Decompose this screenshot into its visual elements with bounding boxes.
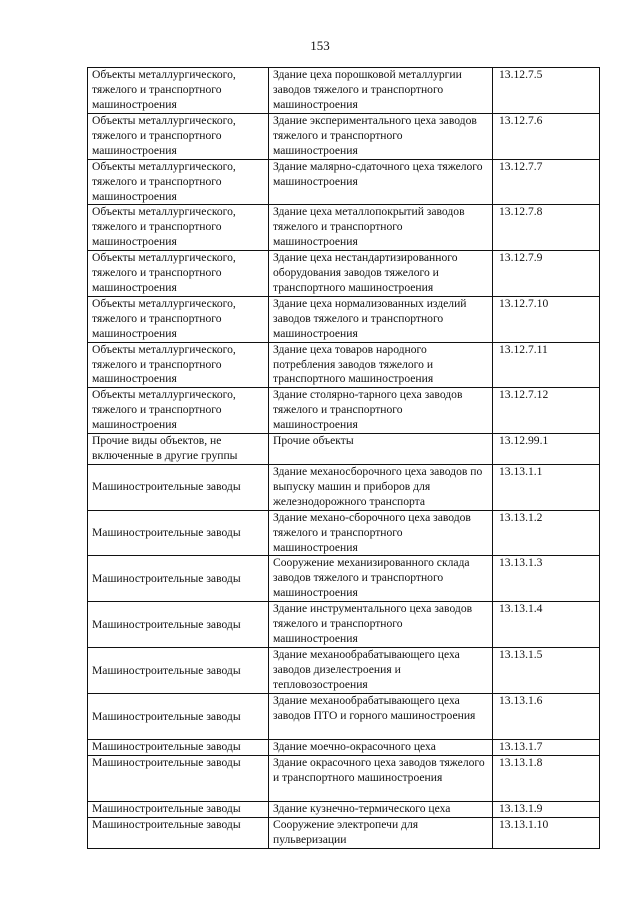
code-cell: 13.13.1.8 (493, 756, 600, 802)
object-cell: Здание цеха порошковой металлургии заводов тяжелого и транспортного машиностроения (269, 68, 493, 114)
object-cell: Здание механообрабатывающего цеха заводов дизелестроения и тепловозостроения (269, 648, 493, 694)
category-cell: Объекты металлургического, тяжелого и транспортного машиностроения (88, 342, 269, 388)
code-cell: 13.13.1.4 (493, 602, 600, 648)
code-cell: 13.13.1.6 (493, 694, 600, 740)
category-cell: Объекты металлургического, тяжелого и транспортного машиностроения (88, 205, 269, 251)
table-row (88, 756, 600, 802)
table-row (88, 205, 600, 251)
table-row (88, 556, 600, 602)
category-cell: Прочие виды объектов, не включенные в другие группы (88, 434, 269, 465)
category-cell: Машиностроительные заводы (88, 694, 269, 740)
category-cell: Машиностроительные заводы (88, 740, 269, 756)
code-cell: 13.13.1.10 (493, 818, 600, 849)
code-cell: 13.12.7.10 (493, 296, 600, 342)
code-cell: 13.12.7.8 (493, 205, 600, 251)
table-row (88, 648, 600, 694)
category-cell: Машиностроительные заводы (88, 602, 269, 648)
object-cell: Здание механосборочного цеха заводов по выпуску машин и приборов для железнодорожного транспорта (269, 465, 493, 511)
category-cell: Объекты металлургического, тяжелого и транспортного машиностроения (88, 251, 269, 297)
object-cell: Сооружение электропечи для пульверизации (269, 818, 493, 849)
table-row (88, 251, 600, 297)
table-row (88, 296, 600, 342)
table-row (88, 68, 600, 114)
table-row (88, 434, 600, 465)
code-cell: 13.13.1.9 (493, 802, 600, 818)
category-cell: Машиностроительные заводы (88, 802, 269, 818)
object-cell: Здание малярно-сдаточного цеха тяжелого машиностроения (269, 159, 493, 205)
category-cell: Машиностроительные заводы (88, 818, 269, 849)
code-cell: 13.13.1.2 (493, 510, 600, 556)
category-cell: Машиностроительные заводы (88, 465, 269, 511)
object-cell: Здание механообрабатывающего цеха заводов ПТО и горного машиностроения (269, 694, 493, 740)
category-cell: Объекты металлургического, тяжелого и транспортного машиностроения (88, 388, 269, 434)
table-row (88, 510, 600, 556)
category-cell: Объекты металлургического, тяжелого и транспортного машиностроения (88, 114, 269, 160)
code-cell: 13.12.7.9 (493, 251, 600, 297)
category-cell: Машиностроительные заводы (88, 510, 269, 556)
code-cell: 13.13.1.7 (493, 740, 600, 756)
table-row (88, 602, 600, 648)
category-cell: Объекты металлургического, тяжелого и транспортного машиностроения (88, 296, 269, 342)
object-cell: Прочие объекты (269, 434, 493, 465)
object-cell: Здание кузнечно-термического цеха (269, 802, 493, 818)
category-cell: Машиностроительные заводы (88, 556, 269, 602)
code-cell: 13.12.7.7 (493, 159, 600, 205)
page-number: 153 (310, 38, 330, 53)
table-row (88, 159, 600, 205)
table-row (88, 114, 600, 160)
table-row (88, 342, 600, 388)
object-cell: Здание экспериментального цеха заводов тяжелого и транспортного машиностроения (269, 114, 493, 160)
table-row (88, 694, 600, 740)
table-row (88, 388, 600, 434)
object-cell: Здание механо-сборочного цеха заводов тяжелого и транспортного машиностроения (269, 510, 493, 556)
code-cell: 13.12.7.6 (493, 114, 600, 160)
classification-table (87, 67, 600, 849)
code-cell: 13.13.1.5 (493, 648, 600, 694)
object-cell: Здание окрасочного цеха заводов тяжелого и транспортного машиностроения (269, 756, 493, 802)
category-cell: Машиностроительные заводы (88, 648, 269, 694)
code-cell: 13.13.1.3 (493, 556, 600, 602)
category-cell: Машиностроительные заводы (88, 756, 269, 802)
object-cell: Здание инструментального цеха заводов тяжелого и транспортного машиностроения (269, 602, 493, 648)
table-row (88, 740, 600, 756)
object-cell: Сооружение механизированного склада заводов тяжелого и транспортного машиностроения (269, 556, 493, 602)
object-cell: Здание моечно-окрасочного цеха (269, 740, 493, 756)
code-cell: 13.12.7.5 (493, 68, 600, 114)
category-cell: Объекты металлургического, тяжелого и транспортного машиностроения (88, 68, 269, 114)
object-cell: Здание цеха нормализованных изделий заводов тяжелого и транспортного машиностроения (269, 296, 493, 342)
code-cell: 13.12.99.1 (493, 434, 600, 465)
object-cell: Здание цеха металлопокрытий заводов тяжелого и транспортного машиностроения (269, 205, 493, 251)
table-row (88, 465, 600, 511)
code-cell: 13.12.7.11 (493, 342, 600, 388)
code-cell: 13.12.7.12 (493, 388, 600, 434)
category-cell: Объекты металлургического, тяжелого и транспортного машиностроения (88, 159, 269, 205)
table-row (88, 802, 600, 818)
code-cell: 13.13.1.1 (493, 465, 600, 511)
object-cell: Здание столярно-тарного цеха заводов тяжелого и транспортного машиностроения (269, 388, 493, 434)
object-cell: Здание цеха товаров народного потребления заводов тяжелого и транспортного машиностроения (269, 342, 493, 388)
table-row (88, 818, 600, 849)
object-cell: Здание цеха нестандартизированного оборудования заводов тяжелого и транспортного машиностроения (269, 251, 493, 297)
